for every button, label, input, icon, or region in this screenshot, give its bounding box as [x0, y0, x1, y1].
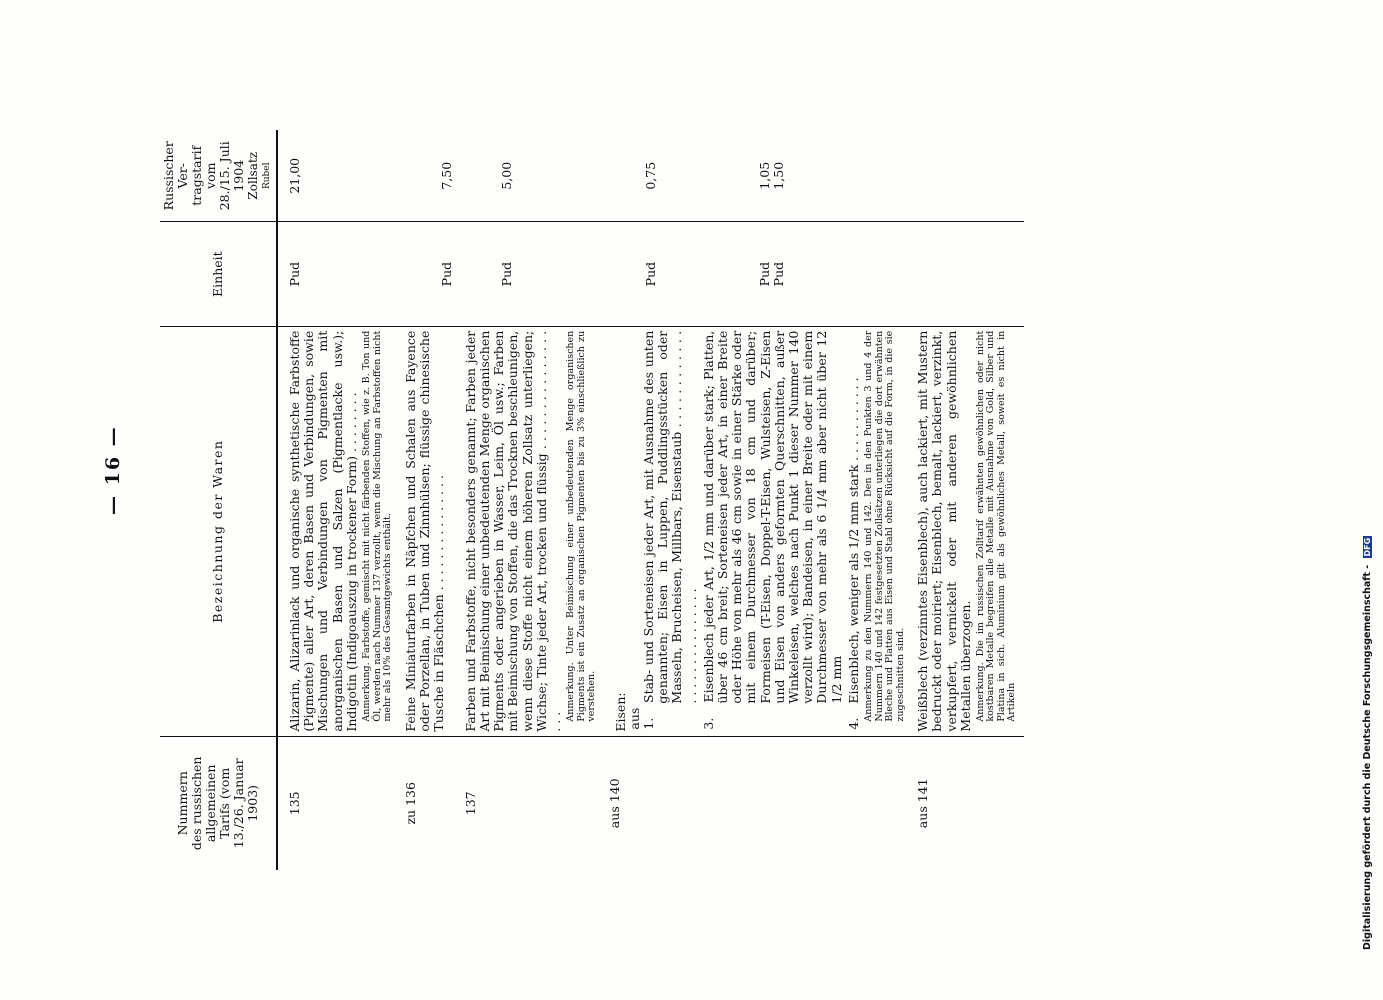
row-unit: Pud Pud Pud — [604, 222, 912, 326]
row-description-text: Weißblech (verzinntes Eisenblech), auch lackiert, mit Mustern bedruckt oder moiriert; Eisenblech, bemalt, lackiert, verzinkt, verkupfert, vernickelt oder mit anderen gewöhnlichen Metallen überzogen. — [915, 330, 973, 732]
row-note: Anmerkung. Die im russischen Zolltarif erwähnten gewöhnlichen oder nicht kostbaren Metalle begreifen alle Metalle mit Ausnahme von Gold, Silber und Platina in sich. Aluminium gilt als gewöhnliches Metall, soweit es nicht in Artikeln — [974, 330, 1018, 722]
row-note: Anmerkung zu den Nummern 140 und 142. Den in den Punkten 3 und 4 der Nummern 140 und 142 festgesetzten Zollsätzen unterliegen die dort erwähnten Bleche und Platten aus Eisen und Stahl ohne Rücksicht auf die Form, in die sie zugeschnitten sind. — [863, 330, 906, 722]
table-row — [912, 130, 1024, 870]
row-number: zu 136 — [400, 736, 460, 870]
row-unit — [912, 222, 1024, 326]
row-rate: 0,75 1,05 1,50 — [642, 161, 787, 190]
row-item — [702, 331, 844, 732]
row-number: 135 — [277, 736, 400, 870]
credit-text: Digitalisierung gefördert durch die Deutsche Forschungsgemeinschaft - — [1362, 564, 1373, 950]
row-description — [604, 326, 912, 736]
row-description-text: Feine Miniaturfarben in Näpfchen und Schalen aus Fayence oder Porzellan, in Tuben und Zinnhülsen; flüssige chinesische Tusche in Fläschchen . . . . . . . . . . . . . . . — [402, 330, 446, 732]
row-item-label: 3. — [700, 717, 716, 730]
row-heading: Eisen: — [612, 692, 628, 732]
row-description — [400, 326, 460, 736]
row-item — [628, 331, 699, 732]
page-number: — 16 — — [102, 425, 124, 515]
row-item-label: 4. — [845, 717, 861, 730]
row-item-label: aus 1. — [626, 707, 657, 730]
row-rate: 7,50 — [438, 161, 454, 190]
row-note: Anmerkung. Farbstoffe, gemischt mit nicht färbenden Stoffen, wie z. B. Ton und Öl, werden nach Nummer 137 verzollt, wenn die Mischung an Farbstoffen nicht mehr als 10% des Gesamtgewichts enthält. — [361, 330, 394, 722]
row-rate — [912, 130, 1024, 222]
row-item-text: Eisenblech, weniger als 1/2 mm stark . . . . . . . . . . . — [845, 377, 861, 704]
header-unit: Einheit — [160, 222, 277, 326]
row-unit: Pud — [460, 222, 604, 326]
row-unit: Pud — [400, 222, 460, 326]
header-description: Bezeichnung der Waren — [160, 326, 277, 736]
row-description — [277, 326, 400, 736]
row-item — [847, 331, 861, 732]
row-description-text: Stab- und Sorteneisen jeder Art, mit Ausnahme des unten genannten; Eisen in Luppen, Puddlingsstücken oder Masseln, Brucheisen, Millbars, Eisenstaub . . . . . . . . . . . . . . . . . . . . . . . . . . . — [641, 330, 699, 704]
table-header-row — [160, 130, 277, 870]
rotated-page-content — [102, 130, 1245, 870]
table-row — [400, 130, 460, 870]
row-description-text: Farben und Farbstoffe, nicht besonders genannt; Farben jeder Art mit Beimischung einer unbedeutenden Menge organischen Pigments oder angerieben in Wasser, Leim, Öl usw.; Farben mit Beimischung von Stoffen, die das Trocknen beschleunigen, wenn diese Stoffe nicht einem höheren Zollsatz unterliegen; Wichse; Tinte jeder Art, trocken und flüssig . . . . . . . . . . . . . . . . . . — [462, 330, 563, 732]
tariff-table — [160, 130, 1024, 870]
row-description-text: Alizarin, Alizarinlack und organische synthetische Farbstoffe (Pigmente) aller Art, deren Basen und Verbindungen, sowie Mischungen und Verbindungen von Pigmenten mit anorganischen Basen und Salzen (Pigmentlacke usw.); Indigotin (Indigoauszug in trockener Form) . . . . . . . . — [287, 330, 359, 732]
row-unit: Pud — [277, 222, 400, 326]
row-rate: 21,00 — [287, 157, 302, 194]
row-note: Anmerkung. Unter Beimischung einer unbedeutenden Menge organischen Pigments ist ein Zusatz an organischen Pigmenten bis zu 3% einschließlich zu verstehen. — [565, 330, 598, 722]
table-row — [460, 130, 604, 870]
row-number: 137 — [460, 736, 604, 870]
table-row — [604, 130, 912, 870]
digitization-credit — [1362, 536, 1373, 950]
row-description — [460, 326, 604, 736]
row-description — [912, 326, 1024, 736]
header-number: Nummern des russischen allgemeinen Tarifs (vom 13./26. Januar 1903) — [160, 736, 277, 870]
row-number: aus 141 — [912, 736, 1024, 870]
row-number: aus 140 — [604, 736, 912, 870]
header-rate: Russischer Ver- tragstarif vom 28./15. Juli 1904 Zollsatz Rubel — [160, 130, 277, 222]
dfg-logo: DFG — [1363, 537, 1372, 557]
row-item-text: Eisenblech jeder Art, 1/2 mm und darüber stark; Platten, über 46 cm breit; Sorteneisen jeder Art, in einer Breite oder Höhe von mehr als 46 cm sowie in einer Stärke oder mit einem Durchmesser von 18 cm und darüber; Formeisen (T-Eisen, Doppel-T-Eisen, Wulsteisen, Z-Eisen und Eisen von anders geformten Querschnitten, außer Winkeleisen, welches nach Punkt 1 dieser Nummer 140 verzollt wird); Bandeisen, in einer Breite oder mit einem Durchmesser von mehr als 6 1/4 mm aber nicht über 12 1/2 mm — [700, 330, 844, 704]
row-rate: 5,00 — [498, 161, 514, 190]
table-row — [277, 130, 400, 870]
